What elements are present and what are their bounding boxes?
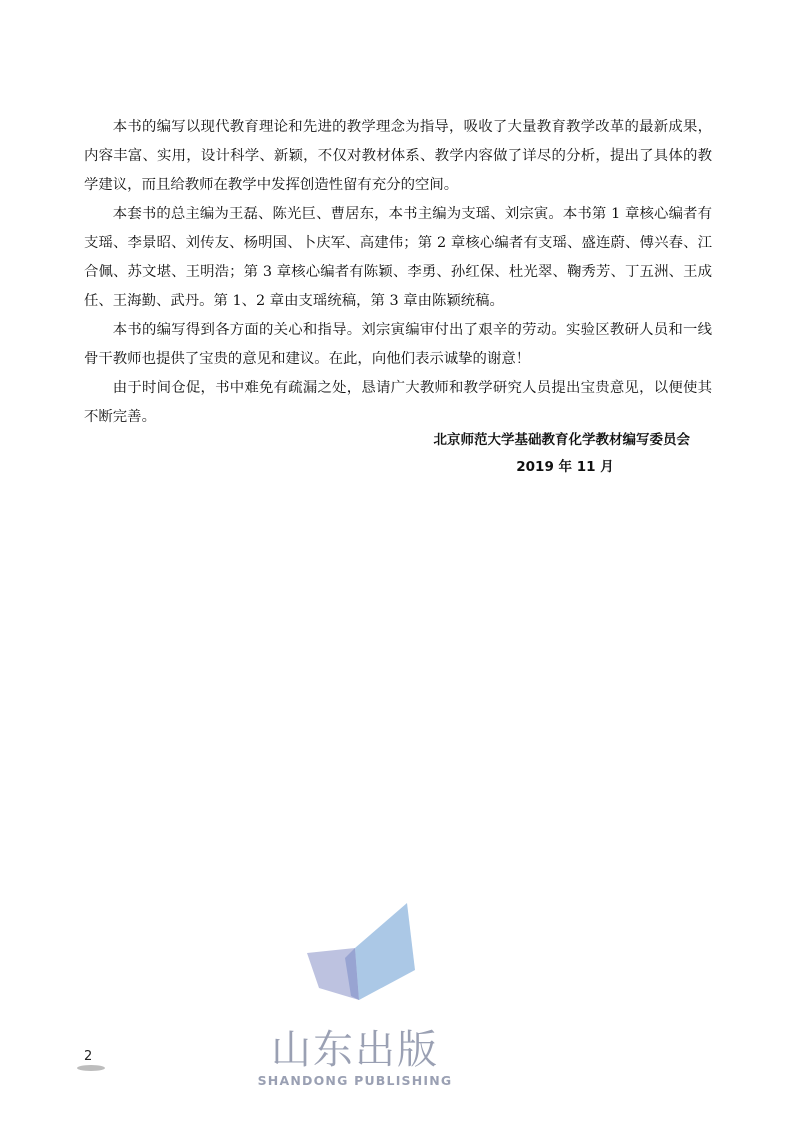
signature-date: 2019 年 11 月: [516, 459, 614, 475]
paragraph-3: 本书的编写得到各方面的关心和指导。刘宗寅编审付出了艰辛的劳动。实验区教研人员和一线骨干教师也提供了宝贵的意见和建议。在此，向他们表示诚挚的谢意！: [84, 322, 712, 367]
paragraph-1: 本书的编写以现代教育理论和先进的教学理念为指导，吸收了大量教育教学改革的最新成果，内容丰富、实用，设计科学、新颖，不仅对教材体系、教学内容做了详尽的分析，提出了具体的教学建议，而且给教师在教学中发挥创造性留有充分的空间。: [84, 119, 712, 193]
watermark-chinese: 山东出版: [271, 1027, 439, 1073]
paragraph-4: 由于时间仓促，书中难免有疏漏之处，恳请广大教师和教学研究人员提出宝贵意见，以便使其不断完善。: [84, 380, 712, 425]
page-number-swoosh-icon: [76, 1063, 106, 1073]
preface-body: [84, 113, 712, 432]
open-book-icon: [297, 898, 427, 1008]
paragraph-2: 本套书的总主编为王磊、陈光巨、曹居东，本书主编为支瑶、刘宗寅。本书第 1 章核心编者有支瑶、李景昭、刘传友、杨明国、卜庆军、高建伟；第 2 章核心编者有支瑶、盛连蔚、傅兴春、江合佩、苏文堪、王明浩；第 3 章核心编者有陈颖、李勇、孙红保、杜光翠、鞠秀芳、丁五洲、王成任、王海勤、武丹。第 1、2 章由支瑶统稿，第 3 章由陈颖统稿。: [84, 206, 712, 309]
publisher-watermark: [255, 893, 465, 1103]
signature-block: [400, 427, 690, 481]
watermark-english: SHANDONG PUBLISHING: [257, 1073, 453, 1088]
page-number: 2: [84, 1049, 93, 1064]
signature-organization: 北京师范大学基础教育化学教材编写委员会: [433, 432, 690, 448]
